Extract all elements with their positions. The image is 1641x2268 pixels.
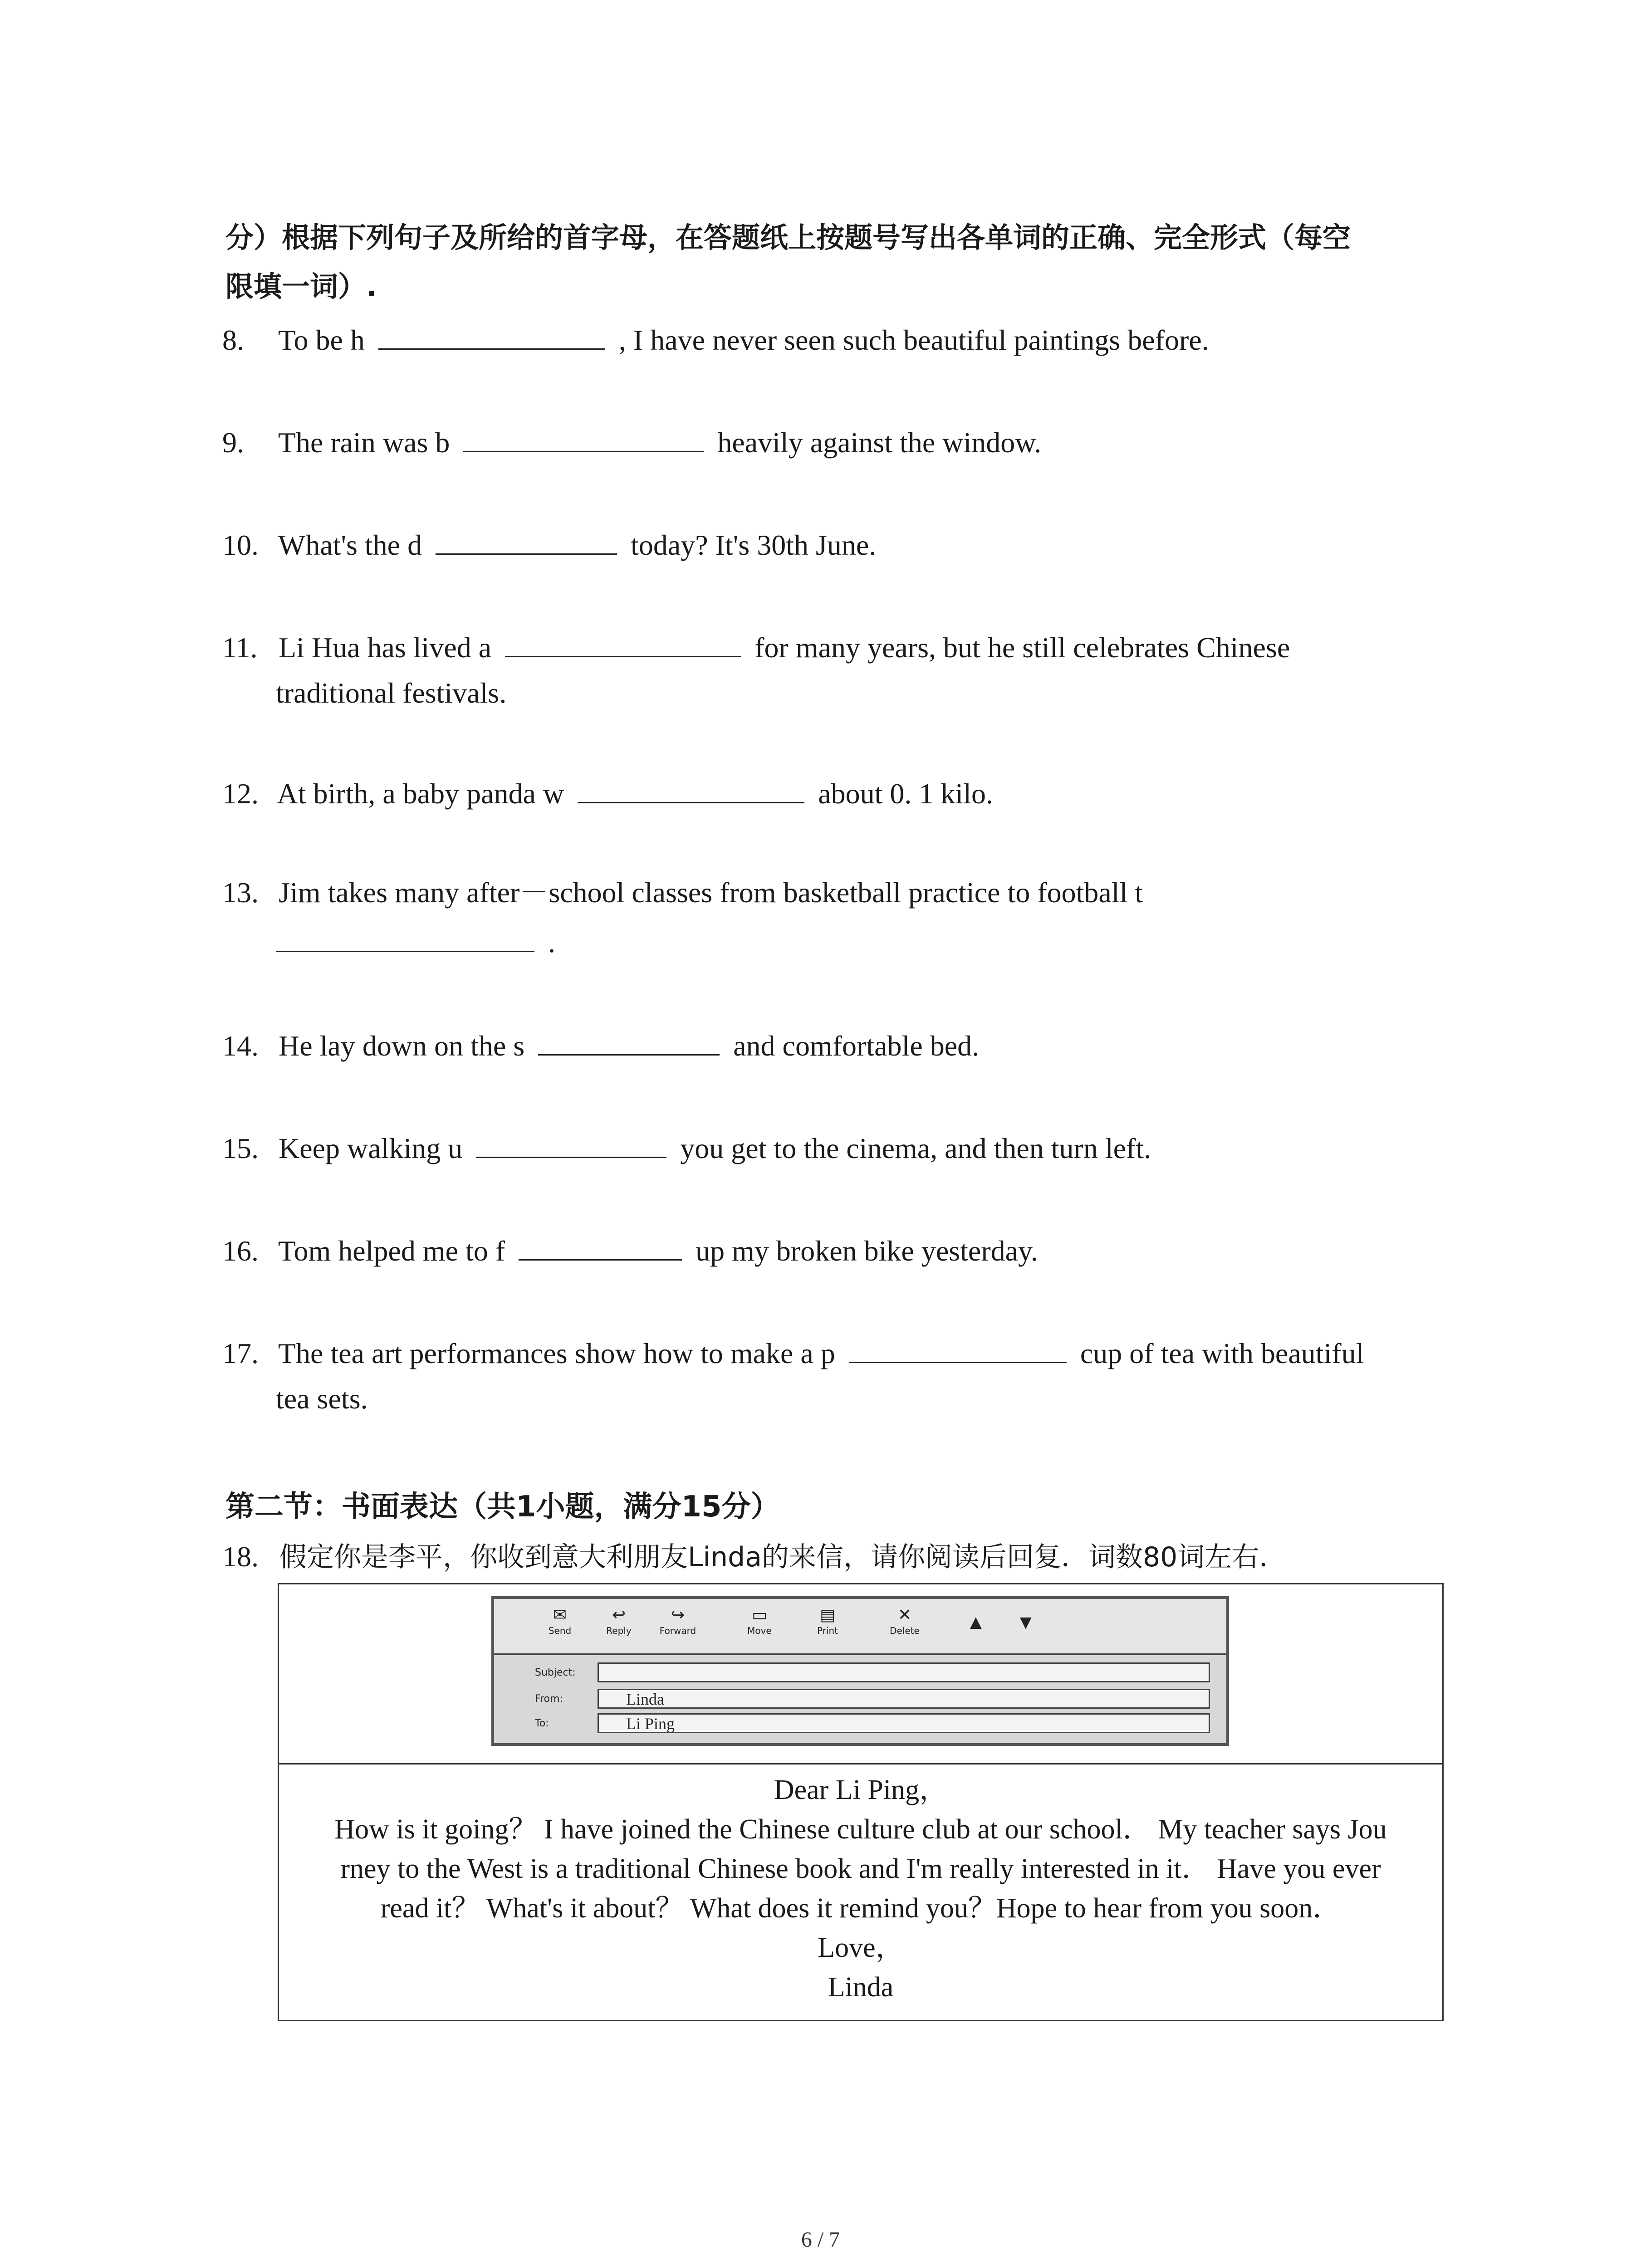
question-text-after: up my broken bike yesterday. <box>696 1235 1038 1267</box>
question-number: 13. <box>222 876 259 909</box>
question-18 <box>222 1535 1286 1574</box>
printer-icon: ▤ <box>819 1606 835 1624</box>
question-17 <box>222 1331 1447 1422</box>
letter-signature: Linda <box>828 1972 894 2003</box>
question-text-before: What's the d <box>278 529 422 561</box>
question-11 <box>222 625 1447 716</box>
send-icon: ✉ <box>553 1606 567 1624</box>
question-9 <box>222 420 1447 465</box>
question-text-after: you get to the cinema, and then turn left. <box>680 1132 1151 1164</box>
question-number: 12. <box>222 777 259 810</box>
answer-blank[interactable] <box>519 1231 682 1261</box>
question-text-before: The tea art performances show how to make a p <box>278 1337 835 1369</box>
question-13 <box>222 870 1447 965</box>
question-text-before: To be h <box>278 324 365 356</box>
question-text-continued: traditional festivals. <box>276 677 507 709</box>
question-12 <box>222 771 1447 816</box>
letter-line: rney to the West is a traditional Chinese book and I'm really interested in it． Have you ever <box>340 1853 1381 1884</box>
answer-blank[interactable] <box>378 320 605 350</box>
question-text-before: Li Hua has lived a <box>279 631 492 664</box>
page-number: 6 / 7 <box>801 2228 840 2252</box>
question-text-before: Jim takes many after－school classes from basketball practice to football t <box>279 876 1143 909</box>
instructions-line-1: 分）根据下列句子及所给的首字母，在答题纸上按题号写出各单词的正确、完全形式（每空 <box>225 221 1351 254</box>
instructions-line-2: 限填一词）. <box>225 270 377 303</box>
from-field[interactable]: Linda <box>598 1689 1210 1709</box>
question-number: 14. <box>222 1030 259 1062</box>
answer-blank[interactable] <box>578 774 804 803</box>
move-button[interactable]: ▭ Move <box>735 1605 784 1636</box>
question-text-after: . <box>548 926 555 958</box>
answer-blank[interactable] <box>538 1026 720 1056</box>
forward-icon: ↪ <box>671 1606 685 1624</box>
answer-blank[interactable] <box>505 628 741 657</box>
question-text-after: for many years, but he still celebrates Chinese <box>754 631 1290 664</box>
question-10 <box>222 523 1447 568</box>
question-number: 10. <box>222 529 259 561</box>
print-button[interactable]: ▤ Print <box>803 1605 852 1636</box>
question-number: 15. <box>222 1132 259 1164</box>
question-text-before: Keep walking u <box>279 1132 463 1164</box>
letter-line: read it？ What's it about？ What does it remind you？Hope to hear from you soon． <box>380 1893 1341 1924</box>
question-text-before: At birth, a baby panda w <box>277 777 564 810</box>
question-text-before: He lay down on the s <box>279 1030 525 1062</box>
question-number: 18. <box>222 1540 259 1573</box>
letter-closing: Love， <box>818 1932 904 1963</box>
question-8 <box>222 318 1447 363</box>
email-window <box>491 1596 1229 1746</box>
letter-box <box>278 1583 1444 2021</box>
question-15 <box>222 1126 1447 1171</box>
question-number: 11. <box>222 631 258 664</box>
to-label: To: <box>535 1718 549 1729</box>
reply-button[interactable]: ↩ Reply <box>594 1605 644 1636</box>
question-18-prompt: 假定你是李平，你收到意大利朋友Linda的来信，请你阅读后回复．词数80词左右． <box>279 1541 1287 1573</box>
subject-label: Subject: <box>535 1667 576 1678</box>
reply-icon: ↩ <box>612 1606 626 1624</box>
question-text-after: today? It's 30th June. <box>631 529 877 561</box>
answer-blank[interactable] <box>463 423 704 452</box>
question-text-after: cup of tea with beautiful <box>1080 1337 1364 1369</box>
question-text-after: , I have never seen such beautiful paintings before. <box>618 324 1209 356</box>
from-label: From: <box>535 1693 563 1705</box>
forward-button[interactable]: ↪ Forward <box>653 1605 703 1636</box>
question-text-after: heavily against the window. <box>717 426 1042 459</box>
folder-icon: ▭ <box>751 1606 767 1624</box>
question-text-before: Tom helped me to f <box>278 1235 505 1267</box>
email-toolbar <box>494 1599 1226 1655</box>
letter-text <box>279 1770 1442 2007</box>
letter-greeting: Dear Li Ping， <box>774 1774 948 1805</box>
question-16 <box>222 1228 1447 1274</box>
question-number: 8. <box>222 324 244 356</box>
question-14 <box>222 1023 1447 1069</box>
subject-field[interactable] <box>598 1662 1210 1682</box>
up-arrow-icon[interactable]: ▲ <box>966 1611 986 1633</box>
question-text-after: and comfortable bed. <box>733 1030 980 1062</box>
to-field[interactable]: Li Ping <box>598 1713 1210 1733</box>
question-text-continued <box>222 920 1447 965</box>
answer-blank[interactable] <box>436 525 617 555</box>
down-arrow-icon[interactable]: ▼ <box>1016 1611 1036 1633</box>
question-text-continued: tea sets. <box>276 1383 368 1415</box>
send-button[interactable]: ✉ Send <box>535 1605 585 1636</box>
question-number: 17. <box>222 1337 259 1369</box>
question-number: 16. <box>222 1235 259 1267</box>
question-text-before: The rain was b <box>278 426 450 459</box>
delete-button[interactable]: ✕ Delete <box>880 1605 930 1636</box>
letter-line: How is it going？ I have joined the Chinese culture club at our school． My teacher says Jou <box>334 1814 1387 1845</box>
answer-blank[interactable] <box>476 1129 666 1158</box>
question-number: 9. <box>222 426 244 459</box>
delete-icon: ✕ <box>897 1606 912 1624</box>
section-2-title: 第二节：书面表达（共1小题，满分15分） <box>225 1490 780 1524</box>
answer-blank[interactable] <box>276 923 534 952</box>
email-image-area <box>279 1584 1442 1765</box>
answer-blank[interactable] <box>849 1334 1067 1363</box>
question-text-after: about 0. 1 kilo. <box>818 777 993 810</box>
